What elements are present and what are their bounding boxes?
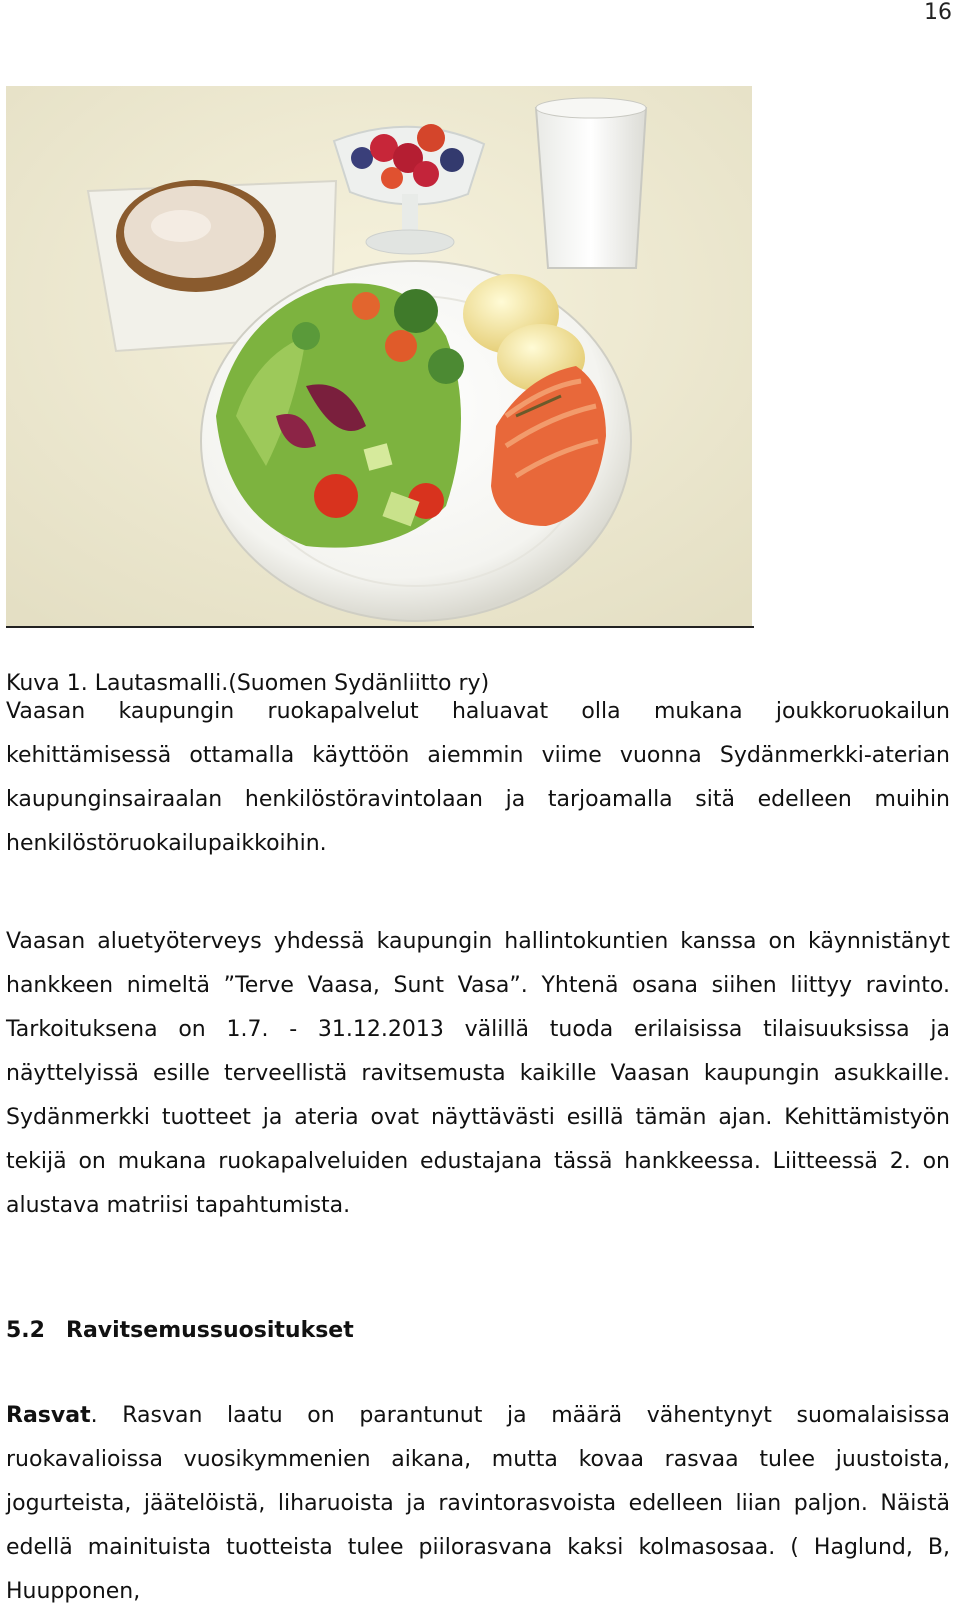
section-number: 5.2 (6, 1318, 45, 1343)
figure-divider (6, 626, 754, 628)
figure-caption: Kuva 1. Lautasmalli.(Suomen Sydänliitto ry) (6, 671, 490, 696)
page-number: 16 (924, 0, 952, 25)
section-title: Ravitsemussuositukset (66, 1318, 354, 1343)
fats-text: . Rasvan laatu on parantunut ja määrä vähentynyt suomalaisissa ruokavalioissa vuosikymmenien aikana, mutta kovaa rasvaa tulee juustoista, jogurteista, jäätelöistä, liharuoista ja ravintorasvoista edelleen liian paljon. Näistä edellä mainituista tuotteista tulee piilorasvana kaksi kolmasosaa. ( Haglund, B, Huupponen, (6, 1403, 950, 1604)
section-heading (6, 1318, 354, 1343)
paragraph-fats (6, 1394, 950, 1614)
paragraph-health-project: Vaasan aluetyöterveys yhdessä kaupungin hallintokuntien kanssa on käynnistänyt hankkeen nimeltä ”Terve Vaasa, Sunt Vasa”. Yhtenä osana siihen liittyy ravinto. Tarkoituksena on 1.7. - 31.12.2013 välillä tuoda erilaisissa tilaisuuksissa ja näyttelyissä esille terveellistä ravitsemusta kaikille Vaasan kaupungin asukkaille. Sydänmerkki tuotteet ja ateria ovat näyttävästi esillä tämän ajan. Kehittämistyön tekijä on mukana ruokapalveluiden edustajana tässä hankkeessa. Liitteessä 2. on alustava matriisi tapahtumista. (6, 929, 950, 1218)
fats-term: Rasvat (6, 1403, 91, 1428)
milk-glass (536, 98, 646, 268)
plate-model-photo (6, 86, 752, 626)
paragraph-food-services: Vaasan kaupungin ruokapalvelut haluavat olla mukana joukkoruokailun kehittämisessä ottamalla käyttöön aiemmin viime vuonna Sydänmerkki-aterian kaupunginsairaalan henkilöstöravintolaan ja tarjoamalla sitä edelleen muihin henkilöstöruokailupaikkoihin. (6, 699, 950, 856)
